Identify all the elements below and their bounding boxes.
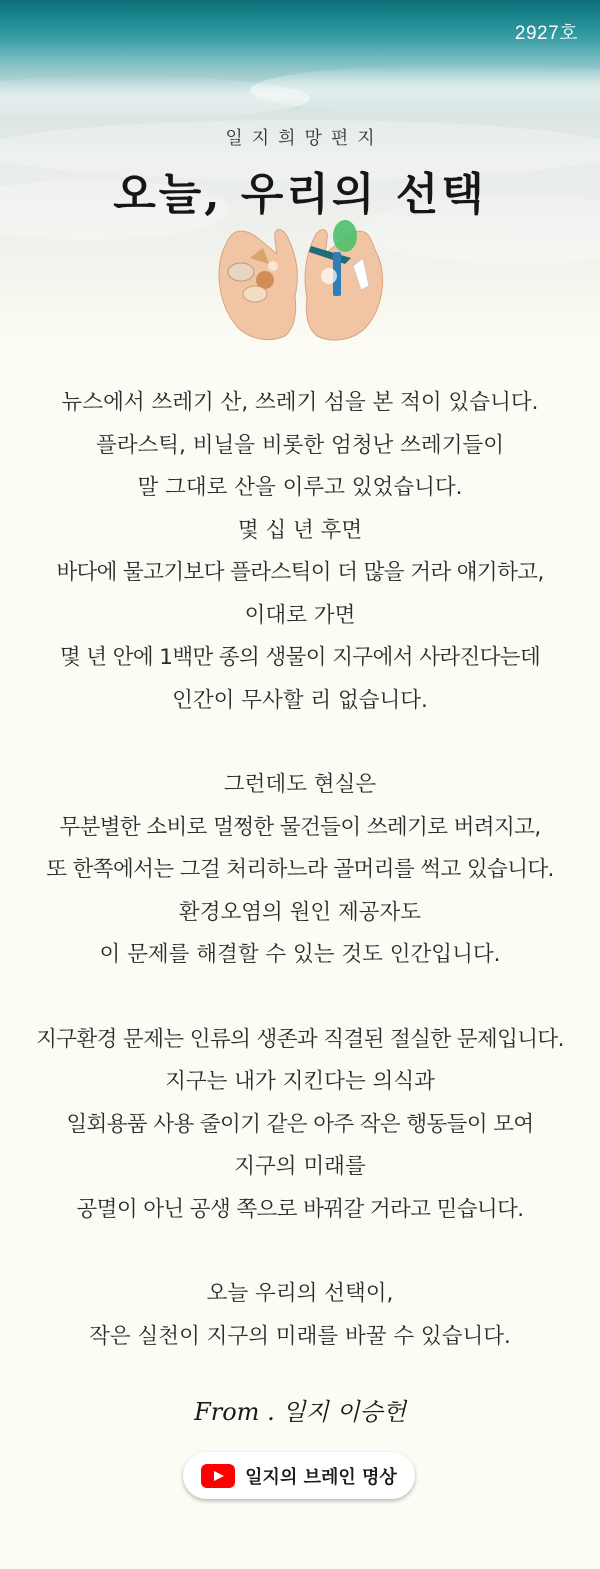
signature: From . 일지 이승헌 <box>194 1398 406 1426</box>
text-line: 이 문제를 해결할 수 있는 것도 인간입니다. <box>99 942 501 967</box>
text-line: 플라스틱, 비닐을 비롯한 엄청난 쓰레기들이 <box>95 432 504 458</box>
text-line: 이대로 가면 <box>244 602 356 628</box>
text-line: 바다에 물고기보다 플라스틱이 더 많을 거라 얘기하고, <box>56 560 544 585</box>
text-line: 지구의 미래를 <box>234 1154 366 1179</box>
youtube-play-icon <box>201 1464 235 1488</box>
text-line: 뉴스에서 쓰레기 산, 쓰레기 섬을 본 적이 있습니다. <box>61 390 539 415</box>
youtube-channel-button[interactable] <box>183 1452 415 1499</box>
letter-body <box>0 382 600 1400</box>
paragraph-1 <box>0 382 600 722</box>
hands-with-shells-and-plastic-image <box>205 206 395 346</box>
text-line: 인간이 무사할 리 없습니다. <box>172 687 428 713</box>
text-line: 환경오염의 원인 제공자도 <box>178 899 422 925</box>
header-banner <box>0 0 600 350</box>
text-line: 작은 실천이 지구의 미래를 바꿀 수 있습니다. <box>89 1323 511 1349</box>
text-line: 또 한쪽에서는 그걸 처리하느라 골머리를 썩고 있습니다. <box>46 857 554 882</box>
paragraph-4 <box>0 1273 600 1358</box>
text-line: 말 그대로 산을 이루고 있었습니다. <box>137 475 463 500</box>
text-line: 오늘 우리의 선택이, <box>206 1281 394 1306</box>
text-line: 지구환경 문제는 인류의 생존과 직결된 절실한 문제입니다. <box>36 1026 564 1052</box>
paragraph-2 <box>0 764 600 977</box>
youtube-button-label: 일지의 브레인 명상 <box>245 1466 397 1488</box>
issue-number: 2927호 <box>514 23 578 44</box>
text-line: 일회용품 사용 줄이기 같은 아주 작은 행동들이 모여 <box>66 1111 534 1137</box>
letter-series-title: 일지희망편지 <box>225 128 384 149</box>
page-title: 오늘, 우리의 선택 <box>113 169 487 220</box>
text-line: 몇 년 안에 1백만 종의 생물이 지구에서 사라진다는데 <box>59 645 541 670</box>
text-line: 몇 십 년 후면 <box>237 517 363 543</box>
text-line: 지구는 내가 지킨다는 의식과 <box>165 1069 435 1094</box>
paragraph-3 <box>0 1019 600 1232</box>
text-line: 공멸이 아닌 공생 쪽으로 바꿔갈 거라고 믿습니다. <box>76 1196 524 1222</box>
text-line: 그런데도 현실은 <box>223 772 377 797</box>
text-line: 무분별한 소비로 멀쩡한 물건들이 쓰레기로 버려지고, <box>59 814 541 840</box>
